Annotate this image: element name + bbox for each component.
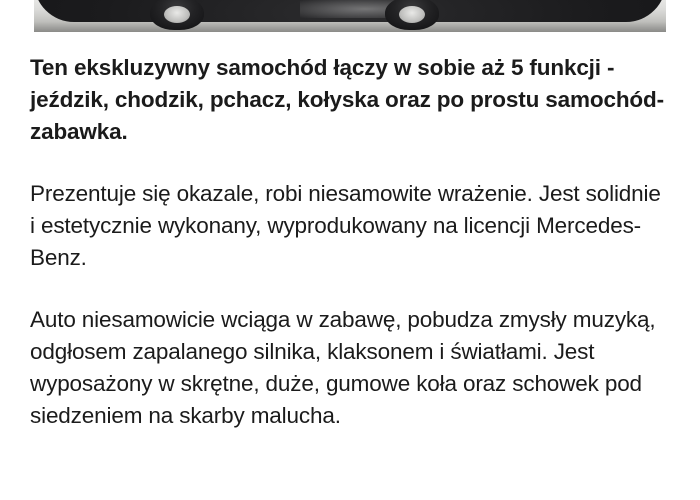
photo-right-margin [666, 0, 700, 32]
article-lead: Ten ekskluzywny samochód łączy w sobie aż 5 funkcji - jeździk, chodzik, pchacz, kołyska oraz po prostu samochód-zabawka. [30, 55, 664, 144]
hero-image [0, 0, 700, 32]
article-body [0, 32, 700, 432]
article-paragraph-2: Auto niesamowicie wciąga w zabawę, pobudza zmysły muzyką, odgłosem zapalanego silnika, klaksonem i światłami. Jest wyposażony w skrętne, duże, gumowe koła oraz schowek pod siedzeniem na skarby malucha. [30, 307, 656, 428]
article-paragraph-1: Prezentuje się okazale, robi niesamowite wrażenie. Jest solidnie i estetycznie wykonany, wyprodukowany na licencji Mercedes-Benz. [30, 181, 661, 270]
photo-left-margin [0, 0, 34, 32]
photo-shadow [34, 22, 666, 32]
